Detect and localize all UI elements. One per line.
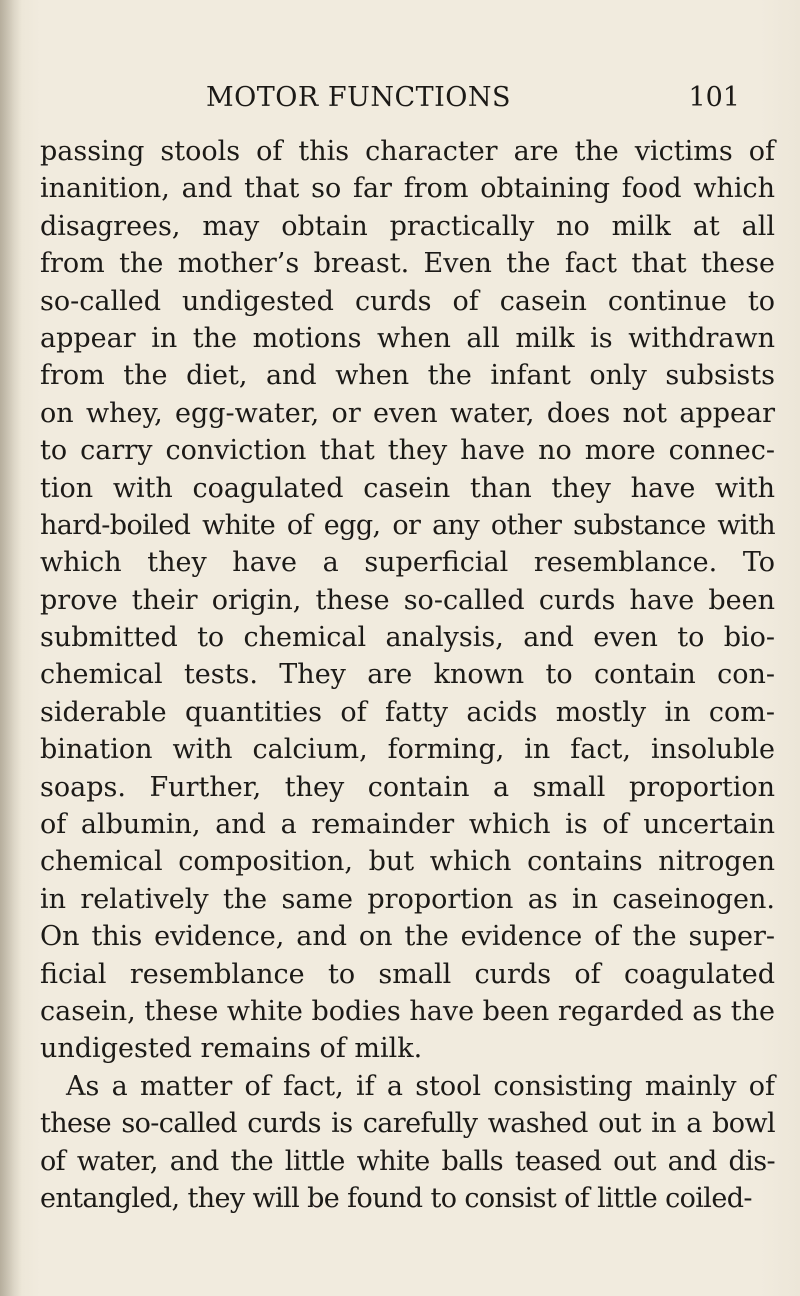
page-header (40, 82, 740, 122)
text-line: chemical tests. They are known to contain con- (40, 659, 775, 691)
text-line: so-called undigested curds of casein continue to (40, 285, 775, 317)
text-line: chemical composition, but which contains nitrogen (40, 846, 775, 878)
text-line: submitted to chemical analysis, and even to bio- (40, 622, 775, 654)
text-line: undigested remains of milk. (40, 1033, 423, 1065)
text-line: which they have a superficial resemblance. To (40, 547, 775, 579)
text-line: On this evidence, and on the evidence of the super- (40, 921, 775, 953)
text-line: entangled, they will be found to consist of little coiled- (40, 1182, 752, 1214)
page-number: 101 (688, 82, 740, 113)
text-line: appear in the motions when all milk is withdrawn (40, 322, 775, 354)
text-line: ficial resemblance to small curds of coagulated (40, 958, 775, 990)
text-line: prove their origin, these so-called curds have been (40, 584, 775, 616)
text-line: tion with coagulated casein than they have with (40, 472, 775, 504)
text-line: in relatively the same proportion as in caseinogen. (40, 883, 775, 915)
text-line: from the diet, and when the infant only subsists (40, 360, 775, 392)
text-line: on whey, egg-water, or even water, does not appear (40, 397, 775, 429)
text-line: casein, these white bodies have been regarded as the (40, 995, 775, 1027)
text-line: from the mother’s breast. Even the fact that these (40, 248, 775, 280)
text-line: inanition, and that so far from obtaining food which (40, 173, 775, 205)
text-line: bination with calcium, forming, in fact, insoluble (40, 734, 775, 766)
body-text (40, 133, 775, 1217)
text-line: passing stools of this character are the victims of (40, 136, 775, 167)
text-line: of water, and the little white balls teased out and dis- (40, 1145, 775, 1177)
text-line: soaps. Further, they contain a small proportion (40, 771, 775, 803)
running-head: MOTOR FUNCTIONS (206, 82, 512, 113)
text-line: siderable quantities of fatty acids mostly in com- (40, 696, 775, 728)
text-line: hard-boiled white of egg, or any other substance with (40, 509, 775, 541)
paragraph-first-line: As a matter of fact, if a stool consisting mainly of (66, 1070, 775, 1102)
gutter-shadow (0, 0, 22, 1296)
text-line: disagrees, may obtain practically no milk at all (40, 210, 775, 242)
text-line: to carry conviction that they have no more connec- (40, 435, 775, 467)
text-line: of albumin, and a remainder which is of uncertain (40, 809, 775, 841)
text-line: these so-called curds is carefully washed out in a bowl (40, 1108, 775, 1140)
